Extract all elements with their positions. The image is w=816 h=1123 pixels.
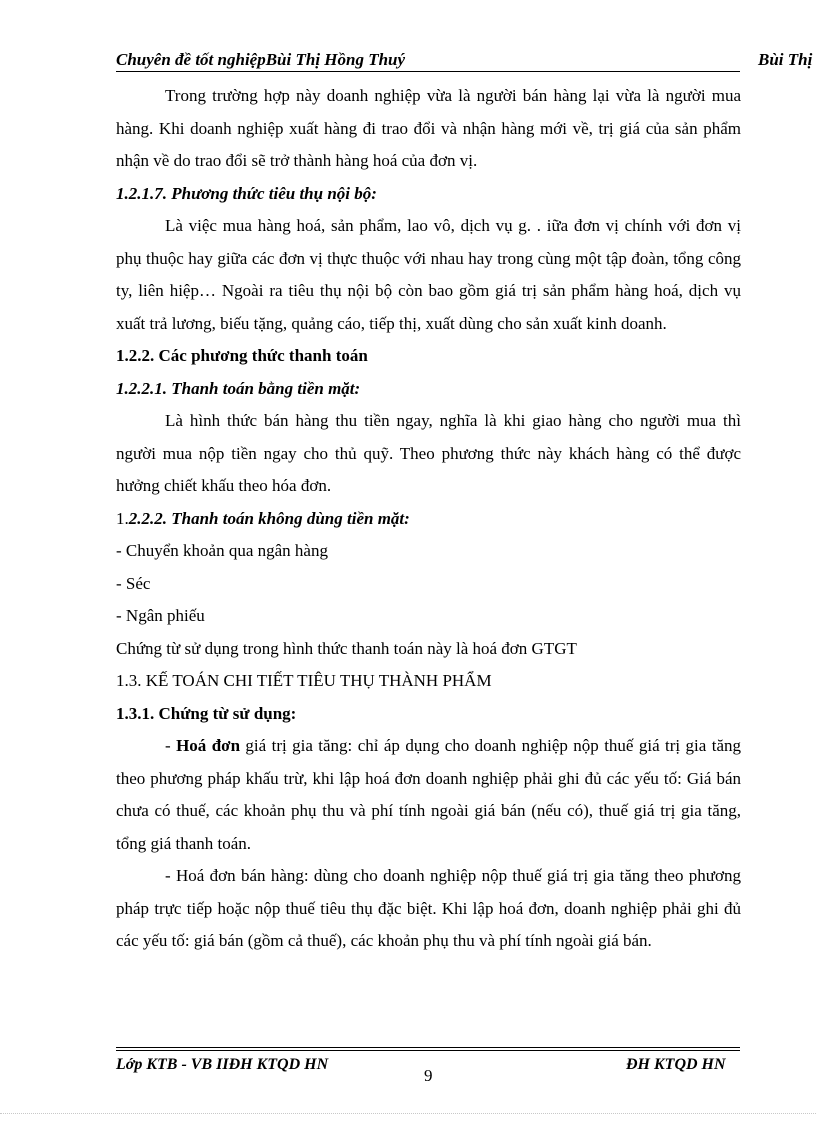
document-body	[116, 80, 741, 958]
heading-1-2-2-1: 1.2.2.1. Thanh toán bằng tiền mặt:	[116, 378, 361, 398]
vat-invoice-rest: giá trị gia tăng: chỉ áp dụng cho doanh nghiệp nộp thuế giá trị gia tăng theo phương pháp khấu trừ, khi lập hoá đơn doanh nghiệp phải ghi đủ các yếu tố: Giá bán chưa có thuế, các khoản phụ thu và phí tính ngoài giá bán (nếu có), thuế giá trị gia tăng, tổng giá thanh toán.	[116, 736, 741, 853]
paragraph-sales-invoice: - Hoá đơn bán hàng: dùng cho doanh nghiệp nộp thuế giá trị gia tăng theo phương pháp trực tiếp hoặc nộp thuế tiêu thụ đặc biệt. Khi lập hoá đơn, doanh nghiệp phải ghi đủ các yếu tố: giá bán (gồm cả thuế), các khoản phụ thu và phí tính ngoài giá bán.	[116, 866, 741, 950]
header-author-truncated: Bùi Thị	[758, 50, 813, 69]
footer-rule-top	[116, 1047, 740, 1048]
list-item: - Chuyển khoản qua ngân hàng	[116, 541, 328, 560]
paragraph-internal-consumption: Là việc mua hàng hoá, sản phẩm, lao vô, dịch vụ g. . iữa đơn vị chính với đơn vị phụ thuộc hay giữa các đơn vị thực thuộc với nhau hay trong cùng một tập đoàn, tổng công ty, liên hiệp… Ngoài ra tiêu thụ nội bộ còn bao gồm giá trị sản phẩm hàng hoá, dịch vụ xuất trả lương, biếu tặng, quảng cáo, tiếp thị, xuất dùng cho sản xuất kinh doanh.	[116, 216, 741, 333]
vat-invoice-prefix: -	[165, 736, 177, 755]
paragraph-exchange: Trong trường hợp này doanh nghiệp vừa là người bán hàng lại vừa là người mua hàng. Khi doanh nghiệp xuất hàng đi trao đổi và nhận hàng mới về, trị giá của sản phẩm nhận về do trao đổi sẽ trở thành hàng hoá của đơn vị.	[116, 86, 741, 170]
heading-1-2-2: 1.2.2. Các phương thức thanh toán	[116, 346, 368, 365]
paragraph-cash-payment: Là hình thức bán hàng thu tiền ngay, nghĩa là khi giao hàng cho người mua thì người mua nộp tiền ngay cho thủ quỹ. Theo phương thức này khách hàng có thể được hưởng chiết khấu theo hóa đơn.	[116, 411, 741, 495]
header-title: Chuyên đề tốt nghiệpBùi Thị Hồng Thuý	[116, 50, 406, 69]
page-edge-dotted-line	[0, 1113, 816, 1114]
list-item: - Ngân phiếu	[116, 606, 205, 625]
footer-class-label: Lớp KTB - VB IIĐH KTQD HN	[116, 1056, 329, 1073]
payment-methods-list	[116, 535, 741, 633]
vat-invoice-bold: Hoá đơn	[176, 736, 241, 755]
list-item: - Séc	[116, 573, 151, 593]
heading-1-3-1: 1.3.1. Chứng từ sử dụng:	[116, 703, 297, 723]
heading-1-2-2-2-prefix: 1.	[116, 508, 129, 528]
heading-1-2-2-2	[116, 503, 741, 536]
header-rule	[116, 71, 740, 72]
page-number: 9	[424, 1066, 433, 1085]
paragraph-vat-invoice-detail	[116, 730, 741, 860]
heading-1-2-1-7: 1.2.1.7. Phương thức tiêu thụ nội bộ:	[116, 183, 377, 203]
footer-university: ĐH KTQD HN	[626, 1056, 726, 1073]
heading-1-2-2-2-text: 2.2.2. Thanh toán không dùng tiền mặt:	[128, 508, 410, 528]
paragraph-vat-invoice: Chứng từ sử dụng trong hình thức thanh toán này là hoá đơn GTGT	[116, 638, 577, 658]
footer-rule-bottom	[116, 1050, 740, 1051]
heading-1-3: 1.3. KẾ TOÁN CHI TIẾT TIÊU THỤ THÀNH PHẨM	[116, 671, 492, 690]
